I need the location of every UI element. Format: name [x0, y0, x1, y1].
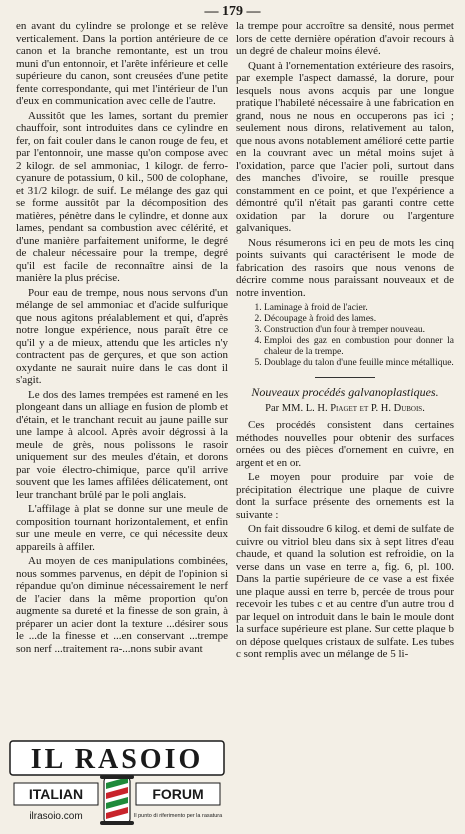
paragraph: la trempe pour accroître sa densité, nous permet lors de cette dernière opération d'avoir recours à un degré de chaleur moins élevé. — [236, 20, 454, 57]
right-column — [236, 20, 454, 663]
byline-authors: L. H. Piaget et P. H. Dubois. — [305, 402, 425, 414]
il-rasoio-watermark-logo — [6, 737, 228, 829]
byline-prefix: Par MM. — [265, 402, 304, 414]
list-item: 4. Emploi des gaz en combustion pour donner la chaleur de la trempe. — [264, 336, 454, 358]
paragraph: Ces procédés consistent dans certaines méthodes nouvelles pour obtenir des surfaces ornées ou des pièces d'ornement en cuivre, en argent et en or. — [236, 419, 454, 469]
paragraph: Le moyen pour produire par voie de précipitation électrique une plaque de cuivre dont la surface présente des ornements est la suivante : — [236, 471, 454, 521]
paragraph: Quant à l'ornementation extérieure des rasoirs, par exemple l'aspect damassé, la dorure, pour lesquels nous avons acquis par une longue pratique l'habileté nécessaire à une fabrication en grand, nous ne nous en occuperons pas ici ; seulement nous dirons, relativement au talon, que nous avons notablement amélioré cette partie en la couvrant avec un métal moins sujet à l'oxidation, parce que l'acier poli, surtout dans des manches d'ivoire, se rouille presque constamment en ce point, et que l'expérience a démontré qu'il n'était pas garanti contre cette oxidation par la dorure ou l'argenture galvaniques. — [236, 59, 454, 234]
five-points-list — [236, 303, 454, 369]
paragraph: Nous résumerons ici en peu de mots les cinq points suivants qui caractérisent le mode de fabrication des rasoirs que nous venons de décrire comme nous paraissant nouveaux et de notre invention. — [236, 236, 454, 299]
section-divider — [315, 377, 375, 378]
paragraph: On fait dissoudre 6 kilog. et demi de sulfate de cuivre ou vitriol bleu dans six à sept litres d'eau chaude, et quand la solution est refroidie, on la verse dans un vase en terre a, fig. 6, pl. 100. Dans la partie supérieure de ce vase a est fixée une plaque aussi en terre b, percée de trous pour recevoir les tubes c et au centre d'un autre trou d par lequel on introduit dans le bain le moule dont la surface supérieure est plane. Sur cette plaque b on dépose quelques cristaux de sulfate. Les tubes c sont remplis avec un mélange de 5 li- — [236, 523, 454, 660]
paragraph: Au moyen de ces manipulations combinées, nous sommes parvenus, en dépit de l'opinion si répandue qu'on diminue nécessairement le nerf de l'acier dans la même proportion qu'on augmente sa dureté et la finesse de son grain, à préparer un acier dont la texture ...désirer sous le ...de la finesse et ...en conservant ...trempe son nerf ...traitement ra-...nons subir avant — [16, 555, 228, 655]
logo-right-word: FORUM — [152, 786, 204, 802]
paragraph: en avant du cylindre se prolonge et se relève verticalement. Dans la portion antérieure de ce canon et la branche remontante, est un trou muni d'un entonnoir, et l'arête inférieure et celle supérieure du canon, sont creusées d'une petite fente correspondante, qui met l'intérieur de l'un d'eux en communication avec celle de l'autre. — [16, 20, 228, 107]
paragraph: Pour eau de trempe, nous nous servons d'un mélange de sel ammoniac et d'acide sulfurique que nous agitons préalablement et qui, d'après notre longue expérience, nous paraît être ce qu'il y a de mieux, attendu que les articles n'y contractent pas de gerçures, et que son action oxydante ne saurait nuire dans le cas dont il s'agit. — [16, 286, 228, 386]
page-number: — 179 — — [204, 4, 261, 19]
list-item: 5. Doublage du talon d'une feuille mince métallique. — [264, 358, 454, 369]
list-item: 2. Découpage à froid des lames. — [264, 314, 454, 325]
barber-pole-icon — [100, 775, 134, 825]
list-item: 1. Laminage à froid de l'acier. — [264, 303, 454, 314]
logo-left-word: ITALIAN — [28, 786, 84, 802]
article-byline — [236, 403, 454, 416]
logo-tagline: Il punto di riferimento per la rasatura — [133, 813, 223, 819]
logo-site: ilrasoio.com — [29, 811, 83, 822]
list-item: 3. Construction d'un four à tremper nouveau. — [264, 325, 454, 336]
logo-title: IL RASOIO — [30, 744, 204, 775]
paragraph: Le dos des lames trempées est ramené en les plongeant dans un alliage en fusion de plomb et d'étain, et le tranchant recuit au jaune paille sur une lampe à alcool. Après avoir dégrossi à la meule de grès, nous polissons le rasoir uniquement sur des meules d'étain, et dorons par voie électro-chimique, parce qu'il arrive souvent que les lames affilées délicatement, ont leur tranchant brûlé par le poli anglais. — [16, 388, 228, 501]
paragraph: Aussitôt que les lames, sortant du premier chauffoir, sont introduites dans ce cylindre en fer, on fait couler dans le canon rouge de feu, et par l'entonnoir, une masse qu'on compose avec 2 kilogr. de sel ammoniac, 1 kilogr. de ferro-cyanure de potassium, 0 kil., 500 de colophane, et 31/2 kilogr. de suif. Le mélange des gaz qui se forme aussitôt par la décomposition des matières, pénètre dans le cylindre, et donne aux lames, pendant sa combustion avec célérité, et d'une manière parfaitement uniforme, le degré de chaleur nécessaire pour la trempe, degré qu'il est facile de reconnaître ainsi de la manière la plus précise. — [16, 109, 228, 284]
paragraph: L'affilage à plat se donne sur une meule de composition tournant horizontalement, et enfin sur une meule en verre, ce qui nécessite deux appareils à affiler. — [16, 503, 228, 553]
article-title: Nouveaux procédés galvanoplastiques. — [251, 385, 439, 399]
left-column — [16, 20, 228, 657]
